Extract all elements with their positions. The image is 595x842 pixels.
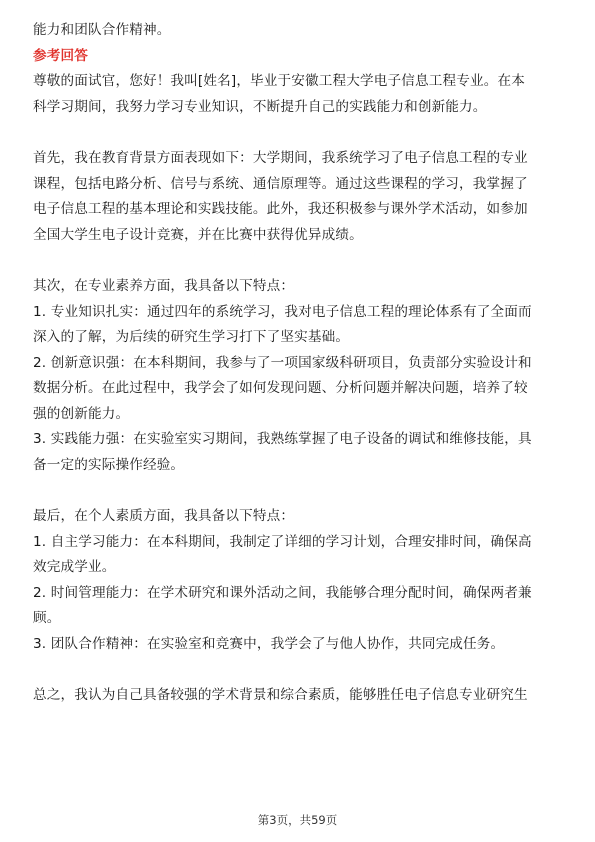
- text-line: 备一定的实际操作经验。: [33, 456, 185, 473]
- text-line: 3. 团队合作精神：在实验室和竞赛中，我学会了与他人协作，共同完成任务。: [33, 635, 505, 652]
- paragraph-gap: [33, 248, 563, 274]
- text-line: 尊敬的面试官，您好！我叫[姓名]，毕业于安徽工程大学电子信息工程专业。在本: [33, 73, 525, 89]
- text-line: 强的创新能力。: [33, 405, 130, 422]
- paragraph: [33, 632, 563, 658]
- text-line: 1. 自主学习能力：在本科期间，我制定了详细的学习计划，合理安排时间，确保高: [33, 533, 532, 550]
- page-footer: [0, 812, 595, 828]
- text-line: 效完成学业。: [33, 559, 116, 575]
- paragraph: [33, 504, 563, 530]
- text-line: 最后，在个人素质方面，我具备以下特点：: [33, 508, 295, 524]
- paragraph: [33, 530, 563, 581]
- paragraph: [33, 146, 563, 248]
- text-line: 总之，我认为自己具备较强的学术背景和综合素质，能够胜任电子信息专业研究生: [33, 687, 528, 703]
- paragraph: [33, 351, 563, 428]
- paragraph-gap: [33, 657, 563, 683]
- text-line: 其次，在专业素养方面，我具备以下特点：: [33, 278, 295, 294]
- paragraph: [33, 69, 563, 120]
- text-line: 3. 实践能力强：在实验室实习期间，我熟练掌握了电子设备的调试和维修技能，具: [33, 431, 532, 447]
- document-body: [33, 18, 563, 709]
- text-line: 科学习期间，我努力学习专业知识，不断提升自己的实践能力和创新能力。: [33, 98, 487, 115]
- text-line: 2. 创新意识强：在本科期间，我参与了一项国家级科研项目，负责部分实验设计和: [33, 354, 532, 371]
- paragraph: [33, 683, 563, 709]
- text-line: 深入的了解，为后续的研究生学习打下了坚实基础。: [33, 329, 350, 345]
- paragraph-gap: [33, 478, 563, 504]
- text-line: 全国大学生电子设计竞赛，并在比赛中获得优异成绩。: [33, 226, 363, 243]
- paragraph: [33, 427, 563, 478]
- paragraph: [33, 300, 563, 351]
- paragraph: [33, 274, 563, 300]
- paragraph: [33, 18, 563, 44]
- text-line: 能力和团队合作精神。: [33, 22, 171, 38]
- text-line: 2. 时间管理能力：在学术研究和课外活动之间，我能够合理分配时间，确保两者兼: [33, 584, 532, 601]
- paragraph-gap: [33, 120, 563, 146]
- text-line: 电子信息工程的基本理论和实践技能。此外，我还积极参与课外学术活动，如参加: [33, 201, 528, 217]
- text-line: 数据分析。在此过程中，我学会了如何发现问题、分析问题并解决问题，培养了较: [33, 380, 528, 396]
- text-line: 顾。: [33, 610, 61, 626]
- text-line: 课程，包括电路分析、信号与系统、通信原理等。通过这些课程的学习，我掌握了: [33, 175, 528, 192]
- section-heading: 参考回答: [33, 47, 88, 64]
- paragraph: [33, 581, 563, 632]
- text-line: 1. 专业知识扎实：通过四年的系统学习，我对电子信息工程的理论体系有了全面而: [33, 303, 532, 320]
- text-line: 首先，我在教育背景方面表现如下：大学期间，我系统学习了电子信息工程的专业: [33, 150, 528, 166]
- page-number: 第3页，共59页: [257, 813, 338, 827]
